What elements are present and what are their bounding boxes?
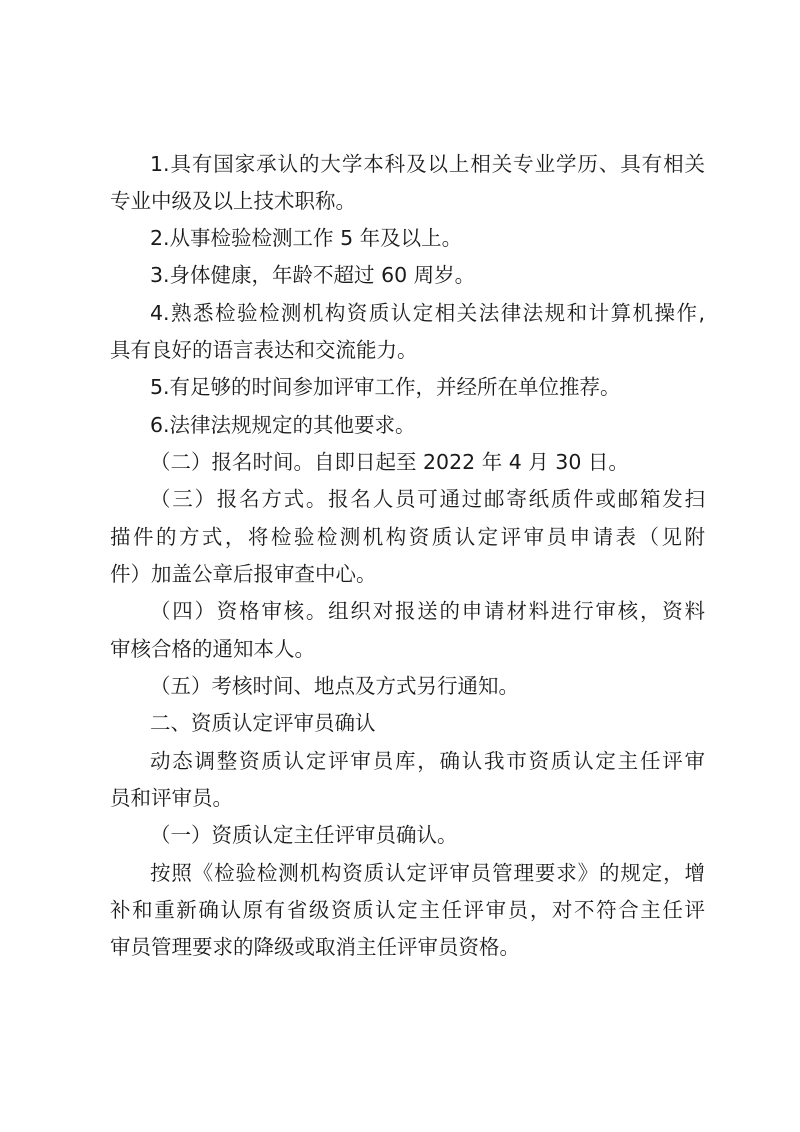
text-line: （二）报名时间。自即日起至 2022 年 4 月 30 日。	[150, 450, 629, 474]
text-line: 5.有足够的时间参加评审工作，并经所在单位推荐。	[150, 375, 621, 399]
text-line: （三）报名方式。报名人员可通过邮寄纸质件或邮箱发扫	[150, 487, 705, 511]
text-line: 件）加盖公章后报审查中心。	[110, 562, 377, 586]
text-line: （五）考核时间、地点及方式另行通知。	[150, 674, 519, 698]
text-line: （一）资质认定主任评审员确认。	[150, 823, 458, 847]
text-line: 2.从事检验检测工作 5 年及以上。	[150, 226, 463, 250]
text-line: 专业中级及以上技术职称。	[110, 189, 356, 213]
text-line: 描件的方式，将检验检测机构资质认定评审员申请表（见附	[110, 525, 705, 549]
text-line: 动态调整资质认定评审员库，确认我市资质认定主任评审	[150, 749, 705, 773]
text-line: 补和重新确认原有省级资质认定主任评审员，对不符合主任评	[110, 898, 705, 922]
text-line: 具有良好的语言表达和交流能力。	[110, 338, 418, 362]
text-line: 6.法律法规规定的其他要求。	[150, 413, 416, 437]
text-line: （四）资格审核。组织对报送的申请材料进行审核，资料	[150, 599, 705, 623]
text-line: 审员管理要求的降级或取消主任评审员资格。	[110, 935, 520, 959]
text-line: 员和评审员。	[110, 786, 233, 810]
text-line: 1.具有国家承认的大学本科及以上相关专业学历、具有相关	[150, 152, 705, 176]
text-line: 审核合格的通知本人。	[110, 637, 315, 661]
text-line: 按照《检验检测机构资质认定评审员管理要求》的规定，增	[150, 861, 705, 885]
text-line: 4.熟悉检验检测机构资质认定相关法律法规和计算机操作,	[150, 301, 705, 325]
section-heading: 二、资质认定评审员确认	[150, 711, 376, 735]
text-line: 3.身体健康，年龄不超过 60 周岁。	[150, 263, 476, 287]
